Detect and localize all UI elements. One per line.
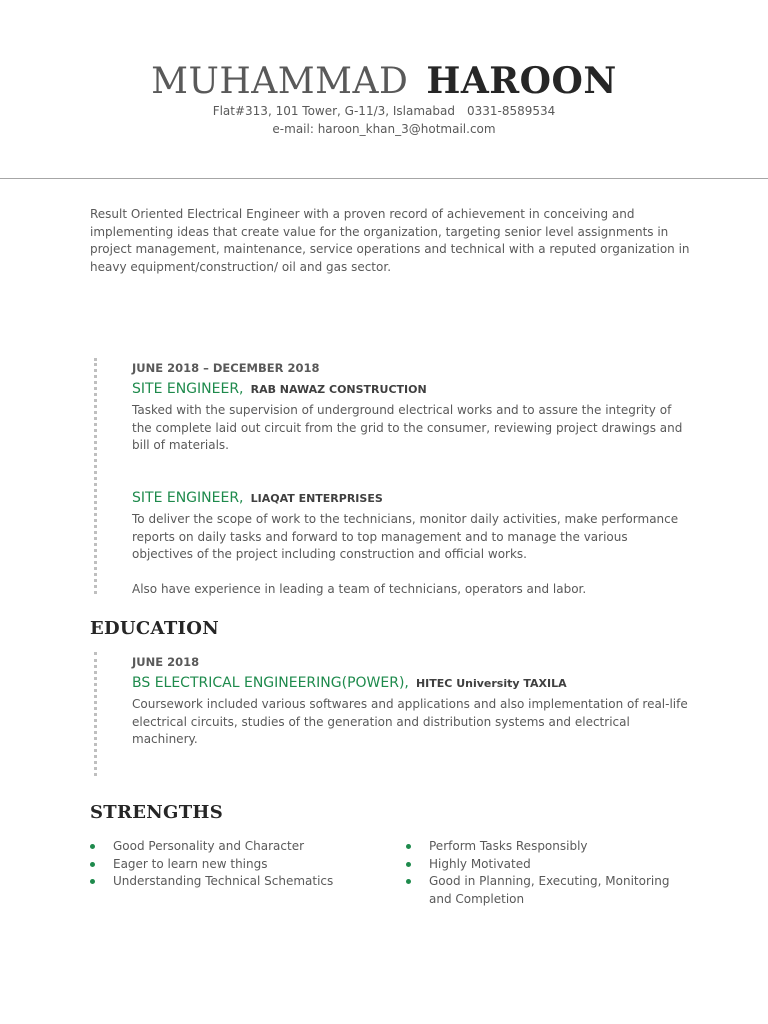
- strength-item: Good in Planning, Executing, Monitoring and Completion: [406, 873, 686, 908]
- company-name: RAB NAWAZ CONSTRUCTION: [250, 383, 427, 396]
- strength-item: Understanding Technical Schematics: [90, 873, 380, 891]
- contact-line: [0, 104, 768, 118]
- header-divider: [0, 178, 768, 179]
- experience-entry: [132, 485, 692, 598]
- degree-title: BS ELECTRICAL ENGINEERING(POWER),: [132, 675, 409, 691]
- strength-item: Highly Motivated: [406, 856, 686, 874]
- entry-role: [132, 378, 692, 399]
- strength-item: Eager to learn new things: [90, 856, 380, 874]
- education-entry: [132, 654, 692, 749]
- institution-name: HITEC University TAXILA: [415, 677, 567, 690]
- strength-item: Perform Tasks Responsibly: [406, 838, 686, 856]
- email[interactable]: e-mail: haroon_khan_3@hotmail.com: [272, 122, 496, 136]
- phone: 0331-8589534: [467, 104, 556, 118]
- education-heading: EDUCATION: [90, 618, 219, 639]
- entry-description: Coursework included various softwares and applications and also implementation of real-life electrical circuits, studies of the generation and distribution systems and electrical machinery.: [132, 697, 688, 746]
- strengths-list-left: [90, 838, 380, 891]
- education-timeline-line: [94, 652, 97, 776]
- job-title: SITE ENGINEER,: [132, 381, 244, 397]
- last-name: HAROON: [426, 60, 617, 102]
- strength-item: Good Personality and Character: [90, 838, 380, 856]
- strengths-heading: STRENGTHS: [90, 802, 223, 823]
- entry-description: To deliver the scope of work to the technicians, monitor daily activities, make performance reports on daily tasks and forward to top management and to manage the various objectives of the project including construction and official works.: [132, 512, 679, 561]
- address: Flat#313, 101 Tower, G-11/3, Islamabad: [212, 104, 455, 118]
- entry-description: Tasked with the supervision of underground electrical works and to assure the integrity of the complete laid out circuit from the grid to the consumer, reviewing project drawings and bill of materials.: [132, 403, 683, 452]
- job-title: SITE ENGINEER,: [132, 490, 244, 506]
- first-name: MUHAMMAD: [151, 61, 409, 102]
- candidate-name: [0, 59, 768, 104]
- company-name: LIAQAT ENTERPRISES: [250, 492, 383, 505]
- strengths-list-right: [406, 838, 686, 908]
- summary-paragraph: Result Oriented Electrical Engineer with a proven record of achievement in conceiving and implementing ideas that create value for the organization, targeting senior level assignments in project management, maintenance, service operations and technical with a reputed organization in heavy equipment/construction/ oil and gas sector.: [90, 207, 690, 274]
- entry-date: JUNE 2018 – DECEMBER 2018: [132, 361, 320, 375]
- experience-timeline-line: [94, 358, 97, 594]
- experience-entry: [132, 360, 692, 455]
- entry-date: JUNE 2018: [132, 655, 200, 669]
- entry-role: [132, 672, 692, 693]
- entry-extra-description: Also have experience in leading a team of technicians, operators and labor.: [132, 581, 587, 596]
- entry-role: [132, 487, 692, 508]
